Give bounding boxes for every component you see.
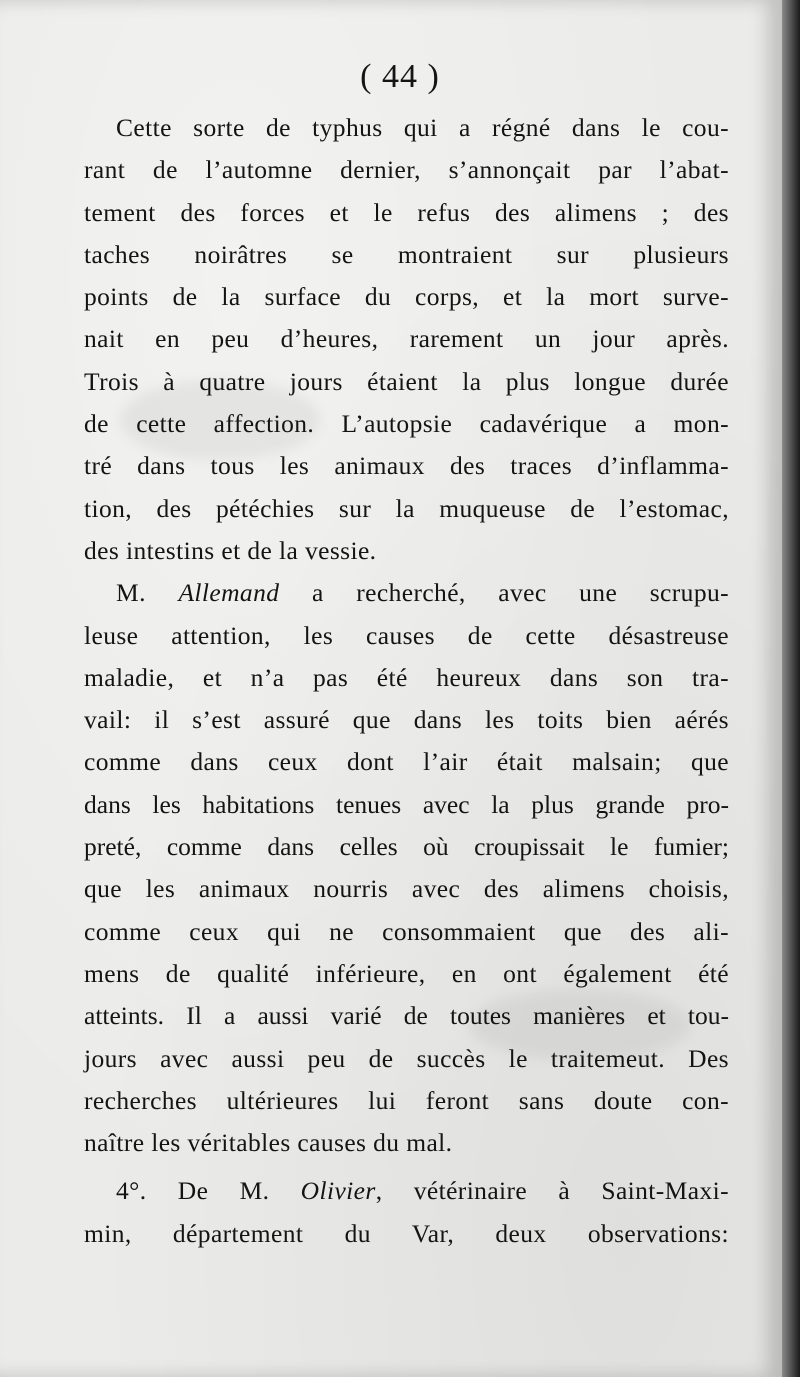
paragraph-line: M. Allemand a recherché, avec une scrupu- xyxy=(116,578,730,608)
text-line: 4°. De M. Olivier, vétérinaire à Saint-Maxi- xyxy=(116,1176,729,1206)
text-line: recherches ultérieures lui feront sans doute con- xyxy=(84,1085,729,1115)
page-number: ( 44 ) xyxy=(360,58,440,95)
proper-name: Olivier xyxy=(300,1176,376,1206)
text-line: rant de l’automne dernier, s’annonçait par l’abat- xyxy=(84,155,729,185)
text-line: mens de qualité inférieure, en ont également été xyxy=(84,958,729,988)
text-line: dans les habitations tenues avec la plus grande pro- xyxy=(84,789,729,819)
text-line: naître les véritables causes du mal. xyxy=(84,1128,453,1158)
proper-name: Allemand xyxy=(178,578,280,608)
text-line: atteints. Il a aussi varié de toutes manières et tou- xyxy=(84,1001,729,1031)
text-line: tré dans tous les animaux des traces d’inflamma- xyxy=(84,451,729,481)
body-text xyxy=(84,107,729,1255)
text-line: maladie, et n’a pas été heureux dans son tra- xyxy=(84,662,729,692)
text-line: tion, des pétéchies sur la muqueuse de l’estomac, xyxy=(84,493,729,523)
text-line: Cette sorte de typhus qui a régné dans le cou- xyxy=(116,113,729,142)
text-line: vail: il s’est assuré que dans les toits bien aérés xyxy=(84,705,729,735)
text-line: preté, comme dans celles où croupissait le fumier; xyxy=(84,832,729,862)
text-line: que les animaux nourris avec des alimens choisis, xyxy=(84,874,729,904)
text-line: nait en peu d’heures, rarement un jour après. xyxy=(84,324,729,354)
page-edge-shadow xyxy=(782,0,800,1377)
text-line: comme ceux qui ne consommaient que des ali- xyxy=(84,916,729,946)
text-line: leuse attention, les causes de cette désastreuse xyxy=(84,620,729,650)
text-line: points de la surface du corps, et la mort surve- xyxy=(84,282,729,312)
text-line: jours avec aussi peu de succès le traitemeut. Des xyxy=(84,1043,729,1073)
text-line: des intestins et de la vessie. xyxy=(84,535,377,565)
text-line: taches noirâtres se montraient sur plusieurs xyxy=(84,239,729,269)
text-line xyxy=(84,572,729,614)
text-line: Trois à quatre jours étaient la plus longue durée xyxy=(84,366,729,396)
text-line: comme dans ceux dont l’air était malsain; que xyxy=(84,747,729,777)
text-line: min, département du Var, deux observations: xyxy=(84,1218,729,1248)
text-line: de cette affection. L’autopsie cadavérique a mon- xyxy=(84,409,729,439)
text-line: tement des forces et le refus des alimens ; des xyxy=(84,197,729,227)
